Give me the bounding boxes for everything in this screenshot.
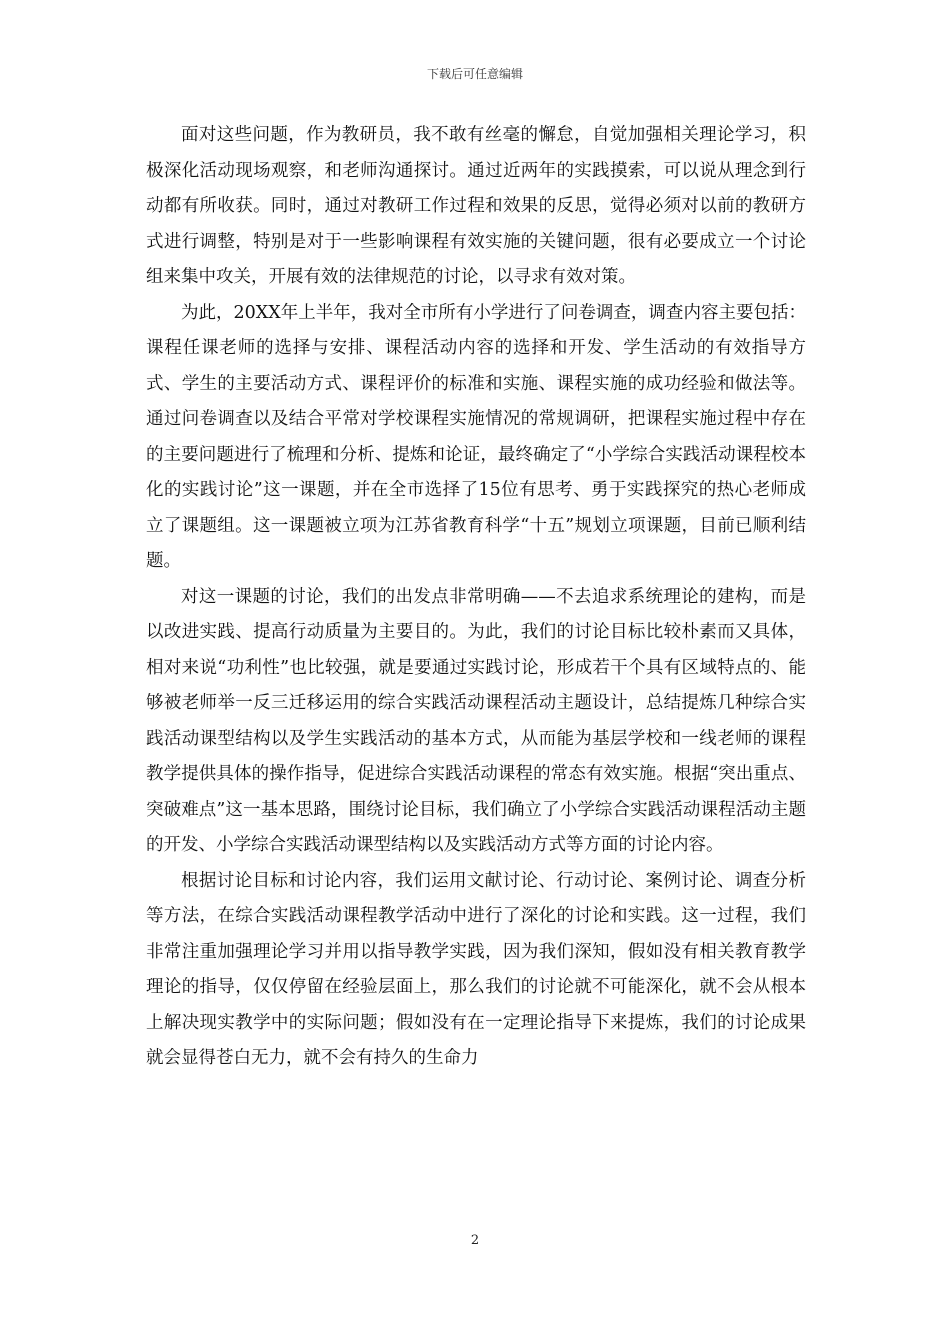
page-number: 2: [470, 1233, 480, 1248]
document-body: [146, 118, 806, 1077]
page-header: 下载后可任意编辑: [426, 67, 523, 81]
paragraph-1: 面对这些问题，作为教研员，我不敢有丝毫的懈怠，自觉加强相关理论学习，积极深化活动现场观察，和老师沟通探讨。通过近两年的实践摸索，可以说从理念到行动都有所收获。同时，通过对教研工作过程和效果的反思，觉得必须对以前的教研方式进行调整，特别是对于一些影响课程有效实施的关键问题，很有必要成立一个讨论组来集中攻关，开展有效的法律规范的讨论，以寻求有效对策。: [146, 125, 806, 287]
paragraph-4: 根据讨论目标和讨论内容，我们运用文献讨论、行动讨论、案例讨论、调查分析等方法，在综合实践活动课程教学活动中进行了深化的讨论和实践。这一过程，我们非常注重加强理论学习并用以指导教学实践，因为我们深知，假如没有相关教育教学理论的指导，仅仅停留在经验层面上，那么我们的讨论就不可能深化，就不会从根本上解决现实教学中的实际问题；假如没有在一定理论指导下来提炼，我们的讨论成果就会显得苍白无力，就不会有持久的生命力: [146, 870, 806, 1068]
paragraph-3: 对这一课题的讨论，我们的出发点非常明确——不去追求系统理论的建构，而是以改进实践、提高行动质量为主要目的。为此，我们的讨论目标比较朴素而又具体，相对来说“功利性”也比较强，就是要通过实践讨论，形成若干个具有区域特点的、能够被老师举一反三迁移运用的综合实践活动课程活动主题设计，总结提炼几种综合实践活动课型结构以及学生实践活动的基本方式，从而能为基层学校和一线老师的课程教学提供具体的操作指导，促进综合实践活动课程的常态有效实施。根据“突出重点、突破难点”这一基本思路，围绕讨论目标，我们确立了小学综合实践活动课程活动主题的开发、小学综合实践活动课型结构以及实践活动方式等方面的讨论内容。: [146, 586, 806, 855]
paragraph-2: 为此，20XX年上半年，我对全市所有小学进行了问卷调查，调查内容主要包括：课程任课老师的选择与安排、课程活动内容的选择和开发、学生活动的有效指导方式、学生的主要活动方式、课程评价的标准和实施、课程实施的成功经验和做法等。通过问卷调查以及结合平常对学校课程实施情况的常规调研，把课程实施过程中存在的主要问题进行了梳理和分析、提炼和论证，最终确定了“小学综合实践活动课程校本化的实践讨论”这一课题，并在全市选择了15位有思考、勇于实践探究的热心老师成立了课题组。这一课题被立项为江苏省教育科学“十五”规划立项课题，目前已顺利结题。: [146, 302, 806, 571]
